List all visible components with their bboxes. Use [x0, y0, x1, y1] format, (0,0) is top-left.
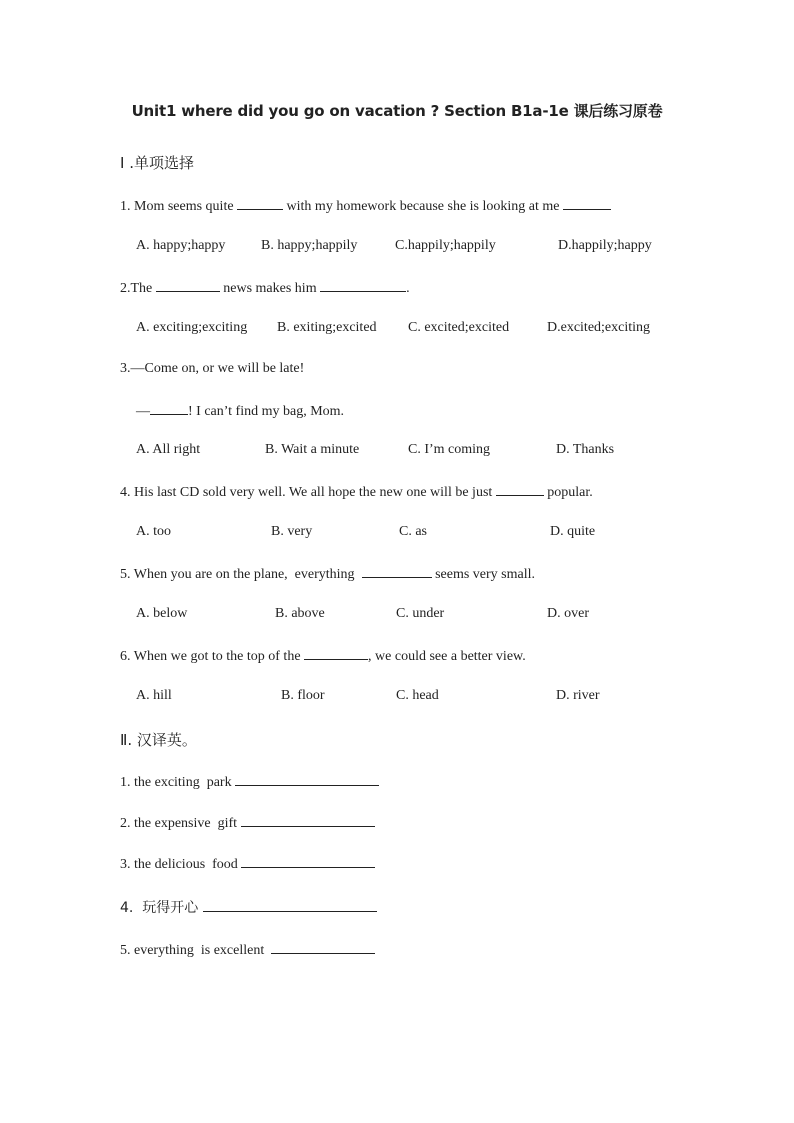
q2-option-d[interactable]: D.excited;exciting: [547, 320, 651, 335]
q3-text-a: —: [136, 404, 150, 419]
q5-option-d[interactable]: D. over: [547, 606, 589, 621]
translation-item-1: [120, 773, 379, 791]
question-4: [120, 483, 593, 501]
translation-blank-3[interactable]: [241, 855, 375, 868]
q4-text-a: 4. His last CD sold very well. We all hope the new one will be just: [120, 485, 496, 500]
translation-item-4: [120, 897, 377, 917]
q3-option-a[interactable]: A. All right: [136, 442, 201, 457]
section2-heading: Ⅱ. 汉译英。: [120, 731, 197, 749]
q3-option-b[interactable]: B. Wait a minute: [265, 442, 360, 457]
q5-option-b[interactable]: B. above: [275, 606, 325, 621]
translation-text-4: 4. 玩得开心: [120, 900, 203, 916]
translation-blank-5[interactable]: [271, 941, 375, 954]
q3-blank[interactable]: [150, 402, 188, 415]
q3-option-c[interactable]: C. I’m coming: [408, 442, 491, 457]
q5-text-b: seems very small.: [431, 567, 535, 582]
translation-blank-2[interactable]: [241, 814, 375, 827]
q1-blank-2[interactable]: [563, 197, 611, 210]
translation-item-3: [120, 855, 375, 873]
q4-option-d[interactable]: D. quite: [550, 524, 596, 539]
question-1: [120, 197, 611, 215]
q2-option-c[interactable]: C. excited;excited: [408, 320, 510, 335]
q2-option-b[interactable]: B. exiting;excited: [277, 320, 377, 335]
translation-blank-1[interactable]: [235, 773, 379, 786]
q4-blank[interactable]: [496, 483, 544, 496]
q4-text-b: popular.: [543, 485, 593, 500]
q4-option-c[interactable]: C. as: [399, 524, 427, 539]
q6-text-b: , we could see a better view.: [368, 649, 526, 664]
question-3: 3.—Come on, or we will be late!: [120, 361, 305, 376]
q1-blank-1[interactable]: [237, 197, 283, 210]
q6-option-d[interactable]: D. river: [556, 688, 600, 703]
q1-text-b: with my homework because she is looking at me: [283, 199, 563, 214]
q2-blank-1[interactable]: [156, 279, 220, 292]
q6-text-a: 6. When we got to the top of the: [120, 649, 305, 664]
translation-text-2: 2. the expensive gift: [120, 816, 241, 831]
q5-option-c[interactable]: C. under: [396, 606, 445, 621]
q3-option-d[interactable]: D. Thanks: [556, 442, 615, 457]
q1-option-d[interactable]: D.happily;happy: [558, 238, 652, 253]
q2-text-a: 2.The: [120, 281, 156, 296]
translation-text-1: 1. the exciting park: [120, 775, 236, 790]
page-title: Unit1 where did you go on vacation ? Section B1a-1e 课后练习原卷: [131, 102, 663, 120]
q1-option-c[interactable]: C.happily;happily: [395, 238, 496, 253]
q5-blank[interactable]: [362, 565, 432, 578]
q4-option-a[interactable]: A. too: [136, 524, 171, 539]
q5-text-a: 5. When you are on the plane, everything: [120, 567, 362, 582]
q4-option-b[interactable]: B. very: [271, 524, 313, 539]
translation-item-2: [120, 814, 375, 832]
translation-text-5: 5. everything is excellent: [120, 943, 272, 958]
question-6: [120, 647, 526, 665]
q2-option-a[interactable]: A. exciting;exciting: [136, 320, 248, 335]
question-3-reply: [136, 402, 344, 420]
q5-option-a[interactable]: A. below: [136, 606, 188, 621]
section1-heading: Ⅰ .单项选择: [120, 154, 194, 172]
q6-option-a[interactable]: A. hill: [136, 688, 172, 703]
translation-item-5: [120, 941, 375, 959]
q6-option-b[interactable]: B. floor: [281, 688, 325, 703]
q2-text-c: .: [406, 281, 410, 296]
translation-text-3: 3. the delicious food: [120, 857, 242, 872]
q6-blank[interactable]: [304, 647, 368, 660]
q1-option-a[interactable]: A. happy;happy: [136, 238, 226, 253]
q6-option-c[interactable]: C. head: [396, 688, 439, 703]
question-2: [120, 279, 410, 297]
translation-blank-4[interactable]: [203, 899, 377, 912]
q2-blank-2[interactable]: [320, 279, 406, 292]
q1-option-b[interactable]: B. happy;happily: [261, 238, 358, 253]
q1-text-a: 1. Mom seems quite: [120, 199, 238, 214]
question-5: [120, 565, 535, 583]
q3-text-b: ! I can’t find my bag, Mom.: [188, 404, 345, 419]
q2-text-b: news makes him: [219, 281, 321, 296]
